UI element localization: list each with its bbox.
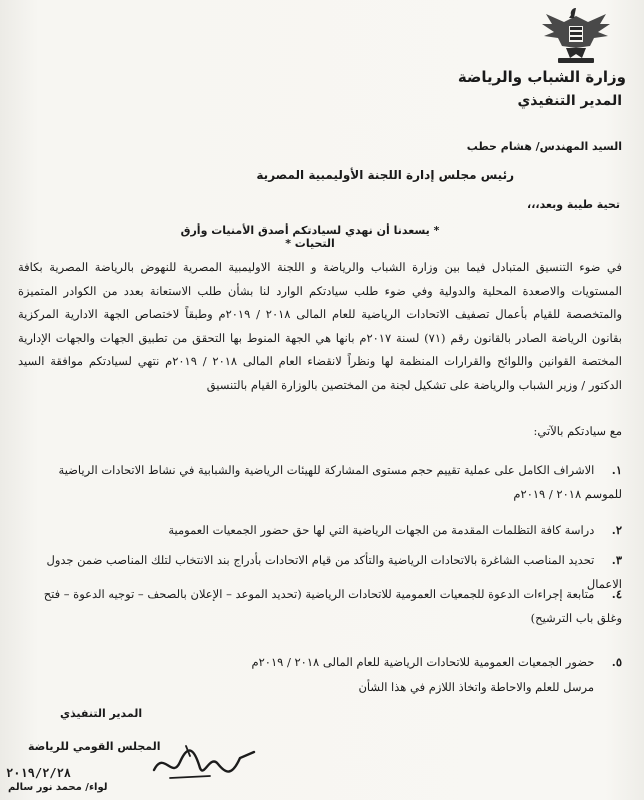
signature-council: المجلس القومي للرياضة [28,740,161,753]
recipient-name: السيد المهندس/ هشام حطب [466,140,622,153]
closing-line: مرسل للعلم والاحاطة واتخاذ اللازم في هذا الشأن [358,680,594,694]
handwritten-signature-icon [150,740,260,786]
list-item [26,458,622,506]
signature-title: المدير التنفيذي [60,707,143,720]
signature-name: لواء/ محمد نور سالم [8,782,108,793]
item-text: تحديد المناصب الشاغرة بالاتحادات الرياضية والتأكد من قيام الاتحادات بأدراج بند الانتخاب لتلك المناصب ضمن جدول الاعمال [46,553,622,591]
item-number: ٣. [611,553,622,567]
office-name: المدير التنفيذي [517,93,622,109]
request-line: مع سيادتكم بالآتي: [533,424,622,438]
item-number: ٤. [611,587,622,601]
item-number: ٢. [611,523,622,537]
body-paragraph: في ضوء التنسيق المتبادل فيما بين وزارة الشباب والرياضة و اللجنة الاوليمبية المصرية للنهوض بالرياضة المصرية بكافة المستويات والاصعدة المحلية والدولية وفي ضوء طلب سيادتكم الوارد لنا بشأن طلب الاستعانة بعدد من الكوادر المتميزة والمتخصصة للقيام بأعمال تصفيف الاتحادات الرياضية للعام المالى ٢٠١٨ / ٢٠١٩م وطبقاً لاختصاص الجهة الادارية المركزية بقانون الرياضة الصادر بالقانون رقم (٧١) لسنة ٢٠١٧م بانها هي الجهة المنوط بها التحقق من تطبيق الجهات والجهات الإدارية المختصة القوانين واللوائح والقرارات المنظمة لها ونظراً لانقضاء العام المالى ٢٠١٨ / ٢٠١٩م نتهي لسيادتكم موافقة السيد الدكتور / وزير الشباب والرياضة على تشكيل لجنة من المختصين بالوزارة القيام بالتنسيق [18,260,623,392]
list-item [26,582,622,630]
recipient-title: رئيس مجلس إدارة اللجنة الأوليمبية المصرية [256,168,514,182]
tagline: * يسعدنا أن نهدي لسيادتكم أصدق الأمنيات وأرق التحيات * [180,224,440,250]
item-number: ١. [611,463,622,477]
item-number: ٥. [611,655,622,669]
list-item [26,518,622,542]
signature-date: ٢٠١٩/٢/٢٨ [6,766,72,780]
eagle-emblem-icon [536,2,616,68]
item-text: حضور الجمعيات العمومية للاتحادات الرياضية للعام المالى ٢٠١٨ / ٢٠١٩م [251,655,595,669]
item-text: متابعة إجراءات الدعوة للجمعيات العمومية للاتحادات الرياضية (تحديد الموعد – الإعلان بالصحف – توجيه الدعوة – فتح وغلق باب الترشيح) [43,587,622,625]
item-text: دراسة كافة التظلمات المقدمة من الجهات الرياضية التي لها حق حضور الجمعيات العمومية [168,523,595,537]
item-text: الاشراف الكامل على عملية تقييم حجم مستوى المشاركة للهيئات الرياضية والشبابية في نشاط الاتحادات الرياضية للموسم ٢٠١٨ / ٢٠١٩م [58,463,622,501]
greeting: تحية طيبة وبعد،،، [527,198,620,211]
list-item [26,650,622,674]
ministry-name: وزارة الشباب والرياضة [457,68,626,86]
